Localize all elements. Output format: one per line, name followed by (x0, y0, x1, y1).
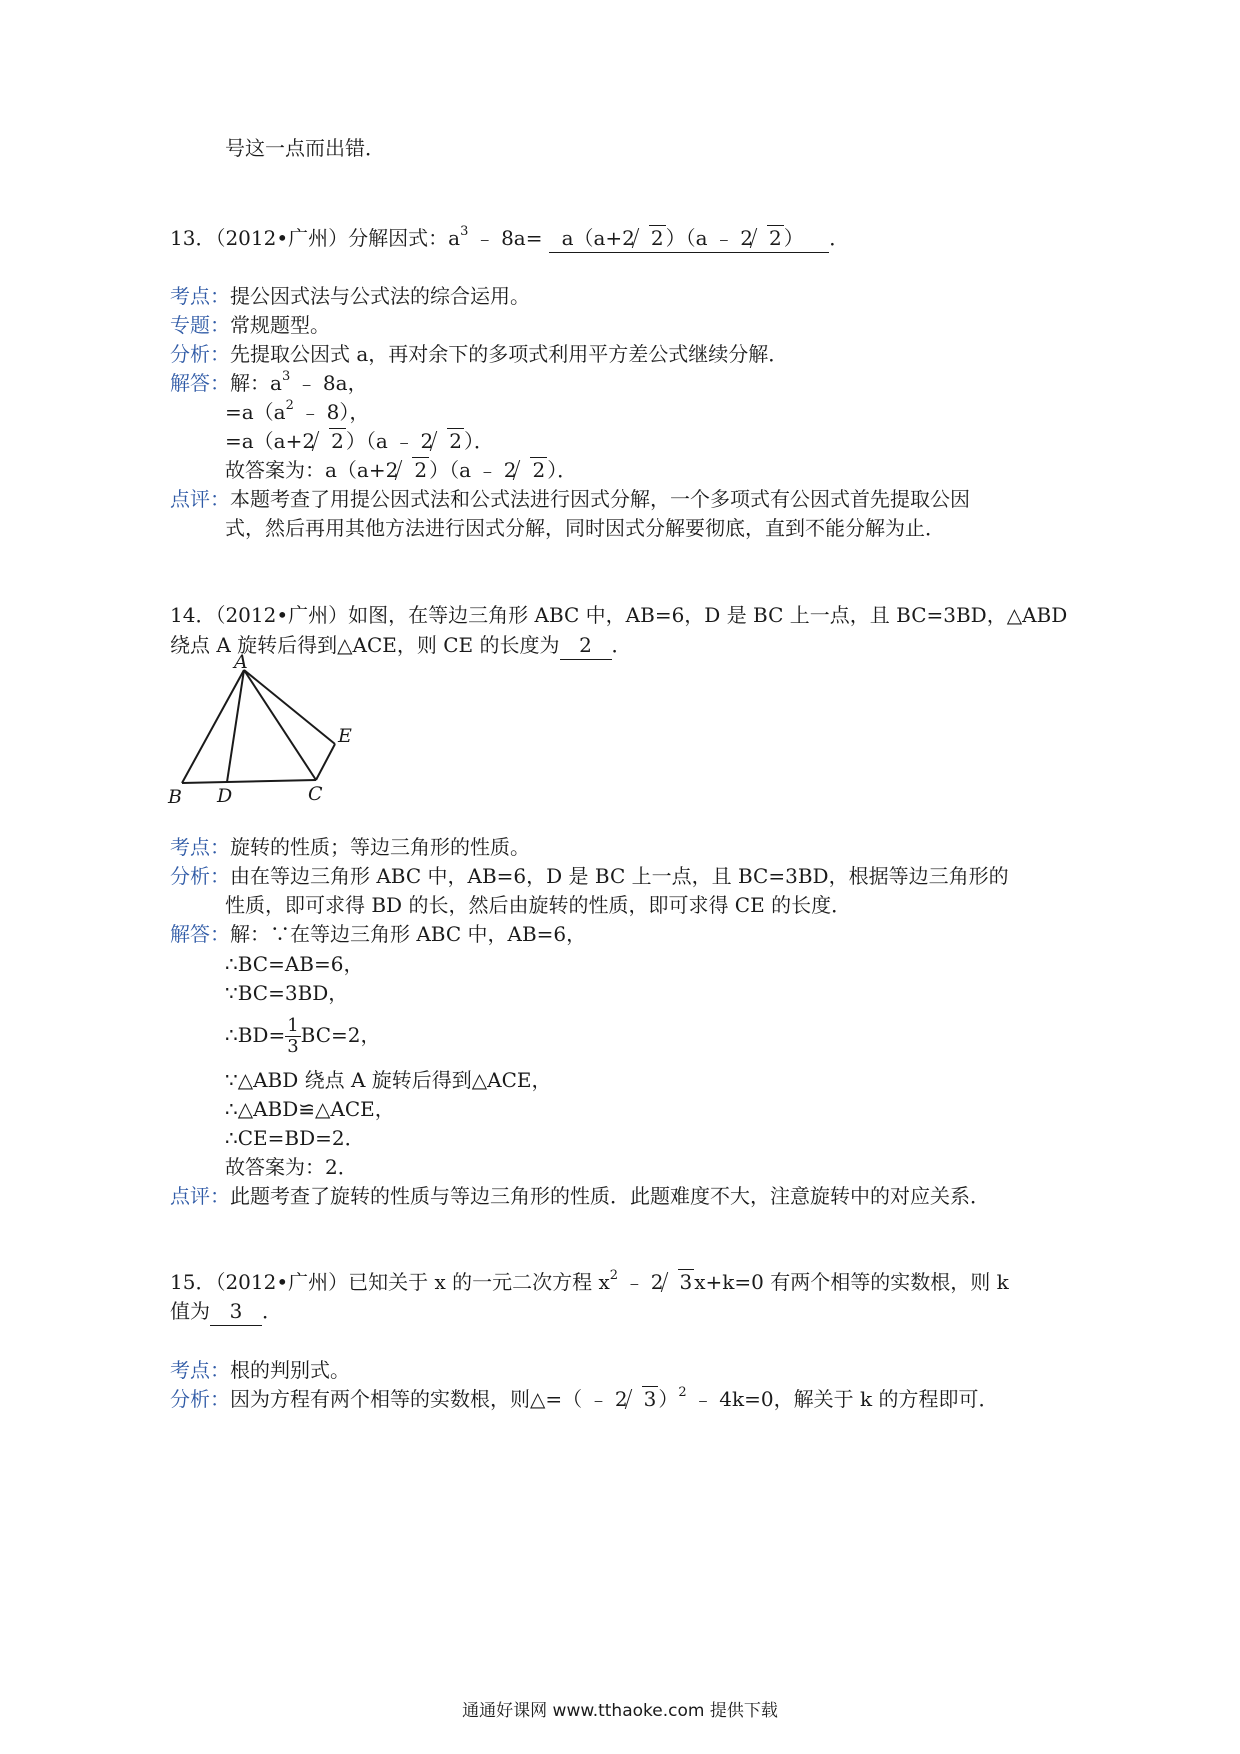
q13-dianping: 点评：本题考查了用提公因式法和公式法进行因式分解，一个多项式有公因式首先提取公因 (170, 487, 970, 511)
q13-jieda-step3: =a（a+2 2 ）（a ﹣ 2 2 ）． (225, 429, 494, 453)
segment-CE (316, 744, 335, 780)
q14-jieda-step5: ∵△ABD 绕点 A 旋转后得到△ACE， (225, 1068, 552, 1092)
q15-fenxi: 分析：因为方程有两个相等的实数根，则△=（ ﹣ 2 3 ）$^2$ ﹣ 4k=0，解关于 k 的方程即可． (170, 1385, 999, 1411)
q14-question-line2: 绕点 A 旋转后得到△ACE，则 CE 的长度为 2 ． (170, 631, 632, 660)
page-footer: 通通好课网 www.tthaoke.com 提供下载 (462, 1701, 778, 1721)
q14-jieda-step4: ∴BD= $\frac{1}{3}$ BC=2， (225, 1015, 381, 1057)
q14-fenxi: 分析：由在等边三角形 ABC 中，AB=6，D 是 BC 上一点，且 BC=3BD，根据等边三角形的 (170, 864, 1009, 888)
q14-dianping: 点评：此题考查了旋转的性质与等边三角形的性质．此题难度不大，注意旋转中的对应关系． (170, 1184, 990, 1208)
continuation-text: 号这一点而出错． (225, 136, 385, 160)
q14-jieda-step7: ∴CE=BD=2． (225, 1126, 365, 1150)
q13-jieda-answer: 故答案为：a（a+2 2 ）（a ﹣ 2 2 ）． (225, 458, 578, 482)
label-B: B (168, 786, 182, 808)
q13-answer-blank: a（a+2 2 ）（a ﹣ 2 2 ） (549, 224, 829, 253)
segment-AC (244, 670, 316, 780)
q14-triangle-figure (160, 650, 370, 810)
label-D: D (217, 785, 233, 807)
q14-jieda-step1: 解答：解：∵在等边三角形 ABC 中，AB=6， (170, 922, 587, 946)
q13-kaodian: 考点：提公因式法与公式法的综合运用。 (170, 284, 530, 308)
q13-question: 13．（2012•广州）分解因式：$a^3$ ﹣ 8a= a（a+2 2 ）（a ﹣ 2 2 ） ． (170, 224, 849, 253)
q14-jieda-step2: ∴BC=AB=6， (225, 952, 364, 976)
q13-fenxi: 分析：先提取公因式 a，再对余下的多项式利用平方差公式继续分解． (170, 342, 789, 366)
label-A: A (234, 651, 248, 673)
q14-jieda-step3: ∵BC=3BD， (225, 981, 349, 1005)
q14-jieda-step6: ∴△ABD≌△ACE， (225, 1097, 395, 1121)
segment-BC (182, 780, 316, 783)
q15-answer-blank: 3 (210, 1297, 262, 1326)
q13-jieda-step2: $=a(a^2$ ﹣ 8）， (225, 398, 370, 424)
q13-zhuanti: 专题：常规题型。 (170, 313, 330, 337)
q14-fenxi-cont: 性质，即可求得 BD 的长，然后由旋转的性质，即可求得 CE 的长度． (225, 893, 852, 917)
q15-question-line1: 15．（2012•广州）已知关于 x 的一元二次方程 $x^2$ ﹣ 2 3 x+k=0 有两个相等的实数根，则 k (170, 1268, 1009, 1294)
q14-question-line1: 14．（2012•广州）如图，在等边三角形 ABC 中，AB=6，D 是 BC 上一点，且 BC=3BD，△ABD (170, 603, 1068, 627)
q14-jieda-answer: 故答案为：2． (225, 1155, 358, 1179)
q15-kaodian: 考点：根的判别式。 (170, 1358, 350, 1382)
q13-jieda-step1: 解答：解：$a^3$ ﹣ 8a， (170, 369, 368, 395)
q15-question-line2: 值为 3 ． (170, 1297, 282, 1326)
segment-AE (244, 670, 335, 744)
q13-dianping-cont: 式，然后再用其他方法进行因式分解，同时因式分解要彻底，直到不能分解为止． (225, 516, 945, 540)
q14-answer-blank: 2 (560, 631, 612, 660)
fraction-one-third: $\frac{1}{3}$ (287, 1015, 299, 1057)
label-C: C (308, 783, 323, 805)
q14-kaodian: 考点：旋转的性质；等边三角形的性质。 (170, 835, 530, 859)
label-E: E (338, 725, 352, 747)
